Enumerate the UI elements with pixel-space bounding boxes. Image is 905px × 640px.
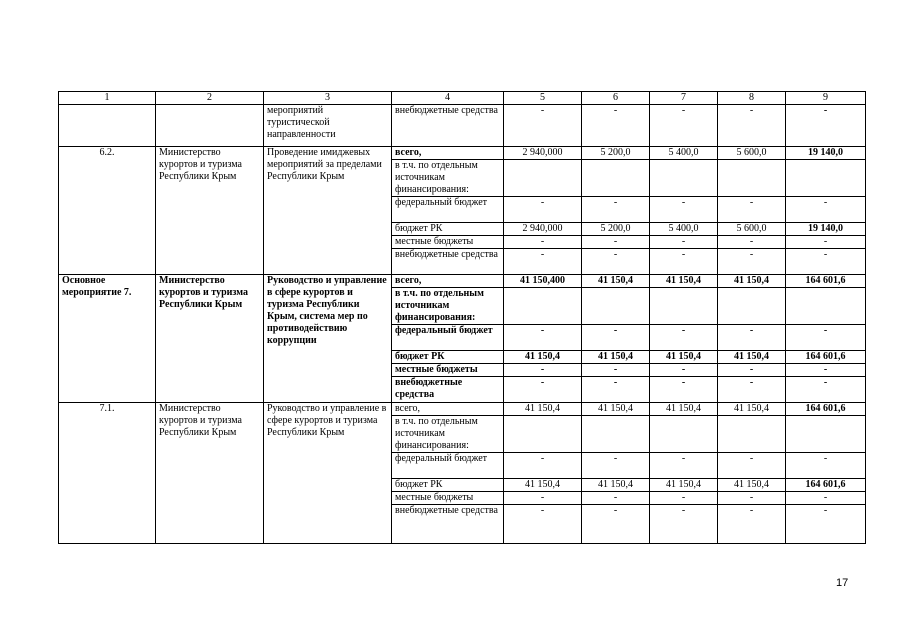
value-cell: 41 150,4 [650, 479, 718, 492]
value-cell [582, 416, 650, 453]
source-label: всего, [392, 275, 504, 288]
source-label: всего, [392, 147, 504, 160]
value-cell: 41 150,4 [718, 275, 786, 288]
value-cell [718, 160, 786, 197]
value-cell: 5 400,0 [650, 223, 718, 236]
value-cell [650, 416, 718, 453]
column-number: 2 [156, 92, 264, 105]
value-cell [650, 160, 718, 197]
source-label: в т.ч. по отдельным источникам финансирования: [392, 288, 504, 325]
value-cell: - [786, 197, 866, 223]
value-cell [504, 288, 582, 325]
value-cell: - [504, 105, 582, 147]
value-cell: - [718, 249, 786, 275]
value-cell: - [650, 325, 718, 351]
value-cell: - [504, 505, 582, 544]
page-number: 17 [836, 577, 849, 589]
value-cell: 41 150,4 [582, 351, 650, 364]
value-cell: 5 200,0 [582, 147, 650, 160]
source-label: местные бюджеты [392, 364, 504, 377]
value-cell [718, 288, 786, 325]
column-number: 1 [59, 92, 156, 105]
value-cell: - [650, 453, 718, 479]
value-cell: 41 150,4 [582, 479, 650, 492]
value-cell: - [504, 492, 582, 505]
value-cell: - [504, 249, 582, 275]
value-cell: 41 150,4 [650, 275, 718, 288]
value-cell: 5 200,0 [582, 223, 650, 236]
value-cell: 2 940,000 [504, 223, 582, 236]
source-label: федеральный бюджет [392, 453, 504, 479]
source-label: местные бюджеты [392, 236, 504, 249]
value-cell: - [582, 505, 650, 544]
value-cell: - [650, 364, 718, 377]
value-cell: 41 150,400 [504, 275, 582, 288]
value-cell: - [718, 236, 786, 249]
source-label: бюджет РК [392, 223, 504, 236]
value-cell: 164 601,6 [786, 403, 866, 416]
value-cell: - [718, 105, 786, 147]
value-cell: - [718, 505, 786, 544]
value-cell: 41 150,4 [504, 479, 582, 492]
column-number: 7 [650, 92, 718, 105]
event-name-cell: Проведение имиджевых мероприятий за пределами Республики Крым [264, 147, 392, 275]
executor-cell: Министерство курортов и туризма Республики Крым [156, 275, 264, 403]
value-cell: 41 150,4 [718, 479, 786, 492]
source-label: в т.ч. по отдельным источникам финансирования: [392, 160, 504, 197]
column-number-row [59, 92, 866, 105]
value-cell: - [582, 236, 650, 249]
value-cell: 41 150,4 [718, 351, 786, 364]
value-cell: - [582, 105, 650, 147]
value-cell: - [582, 377, 650, 403]
value-cell [650, 288, 718, 325]
financing-row [59, 275, 866, 288]
source-label: федеральный бюджет [392, 325, 504, 351]
value-cell [582, 160, 650, 197]
source-label: внебюджетные средства [392, 505, 504, 544]
source-label: бюджет РК [392, 351, 504, 364]
value-cell: - [786, 453, 866, 479]
number-cell [59, 105, 156, 147]
value-cell: - [718, 377, 786, 403]
number-cell: Основное мероприятие 7. [59, 275, 156, 403]
value-cell: 41 150,4 [718, 403, 786, 416]
value-cell: 164 601,6 [786, 351, 866, 364]
value-cell: - [718, 492, 786, 505]
value-cell: - [582, 492, 650, 505]
value-cell [718, 416, 786, 453]
event-name-cell: Руководство и управление в сфере курортов и туризма Республики Крым, система мер по противодействию коррупции [264, 275, 392, 403]
source-label: в т.ч. по отдельным источникам финансирования: [392, 416, 504, 453]
number-cell: 6.2. [59, 147, 156, 275]
continuation-row [59, 105, 866, 147]
value-cell: - [718, 453, 786, 479]
value-cell: 41 150,4 [650, 351, 718, 364]
value-cell [582, 288, 650, 325]
value-cell [786, 288, 866, 325]
value-cell: - [786, 492, 866, 505]
value-cell: - [786, 249, 866, 275]
value-cell: - [582, 325, 650, 351]
value-cell: 5 600,0 [718, 147, 786, 160]
value-cell: - [582, 453, 650, 479]
source-label: всего, [392, 403, 504, 416]
executor-cell: Министерство курортов и туризма Республики Крым [156, 403, 264, 544]
value-cell: - [786, 325, 866, 351]
value-cell: - [504, 197, 582, 223]
financing-table [58, 91, 866, 544]
value-cell: - [582, 249, 650, 275]
value-cell: - [504, 364, 582, 377]
column-number: 5 [504, 92, 582, 105]
value-cell: - [718, 325, 786, 351]
value-cell: - [786, 505, 866, 544]
value-cell: - [786, 105, 866, 147]
number-cell: 7.1. [59, 403, 156, 544]
source-label: федеральный бюджет [392, 197, 504, 223]
value-cell: 164 601,6 [786, 479, 866, 492]
source-label: бюджет РК [392, 479, 504, 492]
executor-cell [156, 105, 264, 147]
column-number: 9 [786, 92, 866, 105]
event-name-cell: Руководство и управление в сфере курортов и туризма Республики Крым [264, 403, 392, 544]
value-cell: 41 150,4 [504, 351, 582, 364]
column-number: 3 [264, 92, 392, 105]
value-cell: - [650, 105, 718, 147]
value-cell: 19 140,0 [786, 147, 866, 160]
value-cell: - [786, 236, 866, 249]
financing-row [59, 403, 866, 416]
value-cell: 41 150,4 [582, 275, 650, 288]
source-label: местные бюджеты [392, 492, 504, 505]
value-cell: - [504, 453, 582, 479]
value-cell: 41 150,4 [650, 403, 718, 416]
value-cell: 19 140,0 [786, 223, 866, 236]
value-cell: - [650, 236, 718, 249]
value-cell: - [650, 505, 718, 544]
value-cell: - [718, 364, 786, 377]
value-cell [504, 160, 582, 197]
value-cell: - [786, 377, 866, 403]
value-cell: - [504, 236, 582, 249]
value-cell: - [650, 377, 718, 403]
value-cell: 41 150,4 [504, 403, 582, 416]
column-number: 4 [392, 92, 504, 105]
value-cell: - [582, 197, 650, 223]
source-label: внебюджетные средства [392, 249, 504, 275]
value-cell: - [650, 249, 718, 275]
value-cell [504, 416, 582, 453]
value-cell: 5 400,0 [650, 147, 718, 160]
event-name-cell: мероприятий туристической направленности [264, 105, 392, 147]
value-cell: - [504, 325, 582, 351]
value-cell [786, 416, 866, 453]
value-cell: - [786, 364, 866, 377]
value-cell: 2 940,000 [504, 147, 582, 160]
value-cell: - [718, 197, 786, 223]
value-cell: - [650, 492, 718, 505]
source-label: внебюджетные средства [392, 377, 504, 403]
value-cell: - [650, 197, 718, 223]
value-cell: - [504, 377, 582, 403]
value-cell: 5 600,0 [718, 223, 786, 236]
value-cell: 164 601,6 [786, 275, 866, 288]
column-number: 8 [718, 92, 786, 105]
value-cell: - [582, 364, 650, 377]
value-cell: 41 150,4 [582, 403, 650, 416]
column-number: 6 [582, 92, 650, 105]
value-cell [786, 160, 866, 197]
executor-cell: Министерство курортов и туризма Республики Крым [156, 147, 264, 275]
source-label: внебюджетные средства [392, 105, 504, 147]
financing-row [59, 147, 866, 160]
